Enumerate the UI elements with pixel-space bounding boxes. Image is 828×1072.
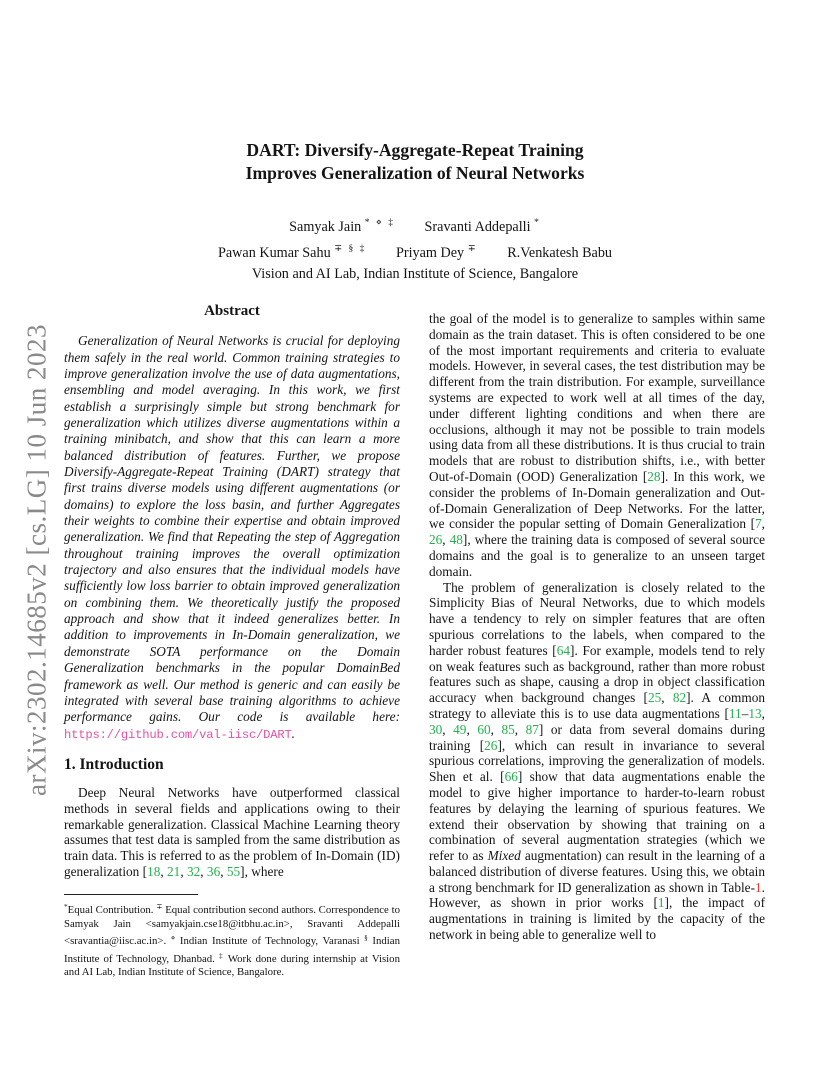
footnote-text: *Equal Contribution. ∓ Equal contribution second authors. Correspondence to Samyak Jain <samyakjain.cse18@itbhu.ac.in>, Sravanti Addepalli <sravantia@iisc.ac.in>. ⋄ Indian Institute of Technology, Varanasi § Indian Institute of Technology, Dhanbad. ‡ Work done during internship at Vision and AI Lab, Indian Institute of Science, Bangalore. bbox=[64, 902, 400, 979]
citation-link[interactable]: 7 bbox=[755, 516, 762, 532]
citation-link[interactable]: 18 bbox=[147, 863, 161, 879]
citation-link[interactable]: 1 bbox=[657, 895, 665, 911]
citation-link[interactable]: 30 bbox=[429, 721, 443, 737]
author-samyak-jain bbox=[289, 219, 395, 235]
affiliation: Vision and AI Lab, Indian Institute of Science, Bangalore bbox=[251, 266, 579, 282]
citation-link[interactable]: 13 bbox=[748, 705, 762, 721]
citation-link[interactable]: 26 bbox=[429, 532, 443, 548]
author-superscripts: ∓ § ‡ bbox=[334, 243, 367, 254]
footnote-marker: ⋄ bbox=[170, 933, 176, 943]
right-paragraph-2: The problem of generalization is closely related to the Simplicity Bias of Neural Networks, due to which models have a tendency to rely on simpler features that are often spurious correlations to the labels, when compared to the harder robust features [64]. For example, models tend to rely on weak features such as background, rather than more robust features such as shape, causing a drop in object classification accuracy when background changes [25, 82]. A common strategy to alleviate this is to use data augmentations [11–13, 30, 49, 60, 85, 87] or data from several domains during training [26], which can result in invariance to several spurious correlations, improving the generalization of models. Shen et al. [66] show that data augmentations enable the model to give higher importance to harder-to-learn robust features by delaying the learning of spurious features. We extend their observation by showing that training on a combination of several augmentation strategies (which we refer to as Mixed augmentation) can result in the learning of a balanced distribution of diverse features. Using this, we obtain a strong benchmark for ID generalization as shown in Table-1. However, as shown in prior works [1], the impact of augmentations in training is limited by the capacity of the network in being able to generalize well to bbox=[429, 579, 766, 943]
citation-link[interactable]: 36 bbox=[206, 863, 221, 879]
author-pawan-kumar-sahu bbox=[218, 245, 366, 261]
author-name: R.Venkatesh Babu bbox=[507, 244, 613, 261]
authors-row-1 bbox=[64, 213, 766, 239]
citation-link[interactable]: 64 bbox=[556, 642, 571, 658]
authors-row-2 bbox=[64, 239, 766, 265]
paper-title bbox=[64, 139, 766, 185]
author-superscripts: * bbox=[534, 218, 541, 228]
citation-link[interactable]: 85 bbox=[501, 721, 515, 737]
introduction-heading: 1. Introduction bbox=[64, 756, 164, 773]
introduction-section bbox=[64, 756, 400, 880]
citation-link[interactable]: 48 bbox=[449, 532, 463, 548]
abstract-text: Generalization of Neural Networks is crucial for deploying them safely in the real world. Common training strategies to improve generalization involve the use of data augmentations, ensembling and model averaging. In this work, we first establish a surprisingly simple but strong benchmark for generalization which utilizes diverse augmentations within a training minibatch, and show that this can learn a more balanced distribution of features. Further, we propose Diversify-Aggregate-Repeat Training (DART) strategy that first trains diverse models using different augmentations (or domains) to explore the loss basin, and further Aggregates their weights to combine their expertise and obtain improved generalization. We find that Repeating the step of Aggregation throughout training improves the overall optimization trajectory and also ensures that the individual models have sufficiently low loss barrier to obtain improved generalization on combining them. We theoretically justify the proposed approach and show that it indeed generalizes better. In addition to improvements in In-Domain generalization, we demonstrate SOTA performance on the Domain Generalization benchmarks in the popular DomainBed framework as well. Our method is generic and can easily be integrated with several base training algorithms to achieve performance gains. Our code is available here: https://github.com/val-iisc/DART. bbox=[64, 333, 400, 742]
citation-link[interactable]: 66 bbox=[504, 769, 518, 785]
footnote-rule bbox=[64, 894, 198, 895]
author-sravanti-addepalli bbox=[425, 219, 541, 235]
paper-title-line1: DART: Diversify-Aggregate-Repeat Training bbox=[246, 140, 584, 160]
table-ref-link[interactable]: 1 bbox=[755, 879, 762, 895]
citation-link[interactable]: 60 bbox=[477, 721, 491, 737]
citation-link[interactable]: 25 bbox=[647, 690, 662, 706]
citation-link[interactable]: 87 bbox=[525, 721, 539, 737]
code-url-link[interactable]: https://github.com/val-iisc/DART bbox=[64, 727, 292, 742]
author-superscripts: ∓ bbox=[467, 243, 478, 254]
right-column bbox=[429, 311, 765, 943]
footnote-marker: § bbox=[364, 933, 368, 943]
citation-link[interactable]: 32 bbox=[186, 863, 201, 879]
citation-link[interactable]: 49 bbox=[453, 721, 467, 737]
author-superscripts: * ⋄ ‡ bbox=[364, 218, 395, 228]
citation-link[interactable]: 55 bbox=[226, 863, 241, 879]
footnote-marker: ∓ bbox=[156, 902, 163, 911]
footnote bbox=[64, 894, 400, 980]
citation-link[interactable]: 82 bbox=[672, 690, 687, 706]
abstract-heading: Abstract bbox=[204, 303, 260, 319]
emphasis-text: Mixed bbox=[487, 848, 521, 864]
authors-block bbox=[64, 213, 766, 286]
author-venkatesh-babu bbox=[507, 245, 612, 261]
author-priyam-dey bbox=[396, 245, 478, 261]
right-paragraph-1: the goal of the model is to generalize to samples within same domain as the train dataset. This is often considered to be one of the most important requirements and criteria to evaluate models. However, in several cases, the test distribution may be different from the train distribution. For example, surveillance systems are expected to work well at all times of the day, under different lighting conditions and when there are occlusions, although it may not be possible to train models using data from all these distributions. It is thus crucial to train models that are robust to distribution shifts, i.e., with better Out-of-Domain (OOD) Generalization [28]. In this work, we consider the problems of In-Domain generalization and Out-of-Domain Generalization of Deep Networks. For the latter, we consider the popular setting of Domain Generalization [7, 26, 48], where the training data is composed of several source domains and the goal is to generalize to an unseen target domain. bbox=[429, 311, 766, 579]
author-name: Sravanti Addepalli bbox=[424, 219, 531, 235]
footnote-marker: ‡ bbox=[218, 950, 224, 960]
citation-link[interactable]: 28 bbox=[647, 468, 661, 484]
citation-link[interactable]: 11 bbox=[728, 705, 742, 721]
paper-title-line2: Improves Generalization of Neural Networks bbox=[245, 163, 585, 183]
arxiv-watermark: arXiv:2302.14685v2 [cs.LG] 10 Jun 2023 bbox=[21, 324, 52, 796]
author-name: Pawan Kumar Sahu bbox=[217, 244, 331, 261]
footnote-marker: * bbox=[64, 902, 68, 911]
author-name: Priyam Dey bbox=[395, 244, 465, 261]
citation-link[interactable]: 21 bbox=[167, 863, 181, 879]
author-name: Samyak Jain bbox=[289, 219, 362, 235]
introduction-paragraph: Deep Neural Networks have outperformed classical methods in several fields and applications owing to their remarkable generalization. Classical Machine Learning theory assumes that test data is sampled from the same distribution as train data. This is referred to as the problem of In-Domain (ID) generalization [18, 21, 32, 36, 55], where bbox=[64, 785, 400, 879]
abstract-section bbox=[64, 303, 400, 756]
citation-link[interactable]: 26 bbox=[484, 737, 498, 753]
